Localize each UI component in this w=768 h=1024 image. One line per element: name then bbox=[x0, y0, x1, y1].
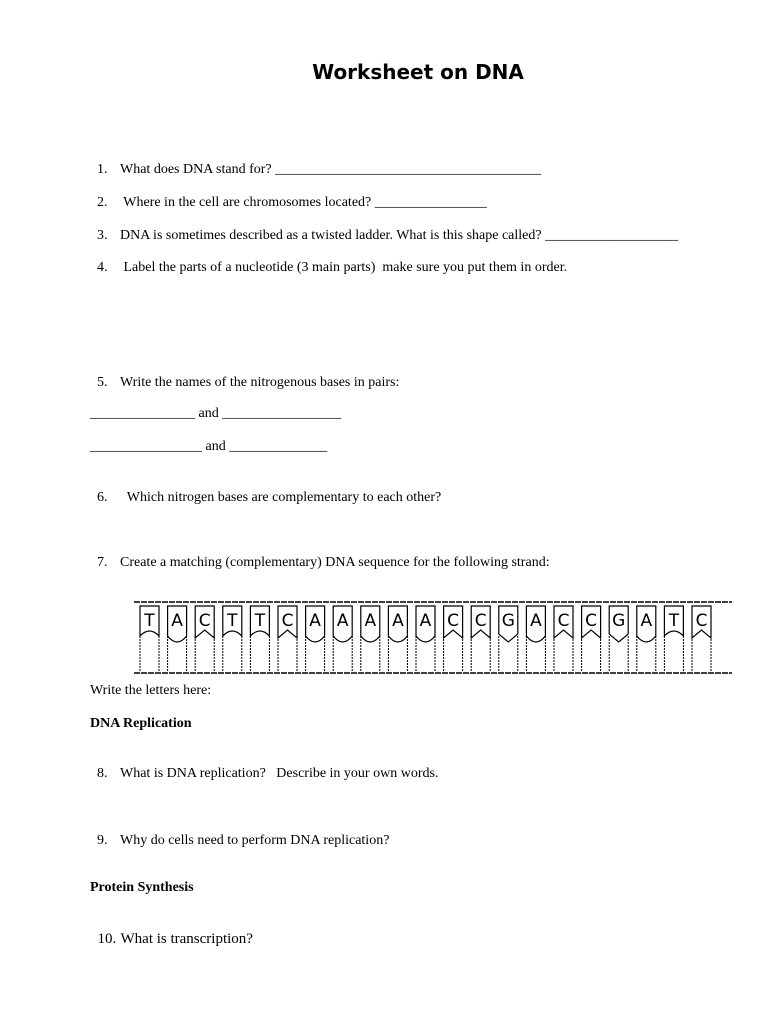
question-number: 5. bbox=[97, 375, 108, 390]
question-text: What is DNA replication? Describe in your own words. bbox=[120, 766, 439, 781]
dna-strand-figure bbox=[134, 598, 734, 678]
base-letter: C bbox=[557, 611, 570, 631]
base-letter: G bbox=[501, 611, 515, 631]
question-number: 6. bbox=[97, 490, 108, 505]
question-1 bbox=[90, 143, 541, 179]
question-text: Which nitrogen bases are complementary to each other? bbox=[120, 490, 442, 505]
base-letter: T bbox=[227, 611, 238, 631]
question-10 bbox=[90, 912, 253, 948]
question-8 bbox=[90, 747, 438, 783]
section-heading-replication: DNA Replication bbox=[90, 716, 192, 731]
question-number: 4. bbox=[97, 260, 108, 275]
base-letter: A bbox=[171, 611, 183, 631]
question-number: 8. bbox=[97, 766, 108, 781]
question-number: 2. bbox=[97, 195, 108, 210]
question-text: Label the parts of a nucleotide (3 main parts) make sure you put them in order. bbox=[120, 260, 568, 275]
question-9 bbox=[90, 814, 389, 850]
base-letter: A bbox=[336, 611, 349, 631]
base-letter: C bbox=[447, 611, 460, 631]
base-letter: C bbox=[585, 611, 598, 631]
question-number: 9. bbox=[97, 833, 108, 848]
base-letter: C bbox=[281, 611, 294, 631]
question-number: 3. bbox=[97, 228, 108, 243]
base-letter: T bbox=[144, 611, 155, 631]
question-text: What is transcription? bbox=[120, 931, 253, 947]
base-letter: T bbox=[254, 611, 266, 631]
base-letter: C bbox=[474, 611, 487, 631]
page-title: Worksheet on DNA bbox=[312, 60, 524, 84]
pair-answer-1: _______________ and _________________ bbox=[90, 406, 342, 421]
question-text: Where in the cell are chromosomes located? ________________ bbox=[120, 195, 487, 210]
question-text: What does DNA stand for? ______________________________________ bbox=[120, 162, 542, 177]
question-number: 1. bbox=[97, 162, 108, 177]
base-letter: G bbox=[612, 611, 626, 631]
question-4 bbox=[90, 241, 567, 277]
pair-answer-2: ________________ and ______________ bbox=[90, 439, 328, 454]
question-5 bbox=[90, 356, 399, 392]
question-text: Why do cells need to perform DNA replication? bbox=[120, 833, 390, 848]
base-letter: A bbox=[309, 611, 321, 631]
section-heading-protein: Protein Synthesis bbox=[90, 880, 194, 895]
base-letter: T bbox=[668, 611, 680, 631]
base-letter: A bbox=[364, 611, 377, 631]
question-number: 7. bbox=[97, 555, 108, 570]
write-letters-label: Write the letters here: bbox=[90, 683, 212, 698]
base-letter: A bbox=[419, 611, 432, 631]
question-text: Create a matching (complementary) DNA sequence for the following strand: bbox=[120, 555, 550, 570]
base-letter: C bbox=[695, 611, 708, 631]
question-7 bbox=[90, 536, 550, 572]
base-letter: A bbox=[640, 611, 653, 631]
question-3 bbox=[90, 209, 678, 245]
base-letter: A bbox=[530, 611, 542, 631]
base-letter: C bbox=[198, 611, 211, 631]
question-text: DNA is sometimes described as a twisted ladder. What is this shape called? ___________________ bbox=[120, 228, 679, 243]
question-2 bbox=[90, 176, 487, 212]
base-letter: A bbox=[392, 611, 404, 631]
question-6 bbox=[90, 471, 441, 507]
question-text: Write the names of the nitrogenous bases in pairs: bbox=[120, 375, 400, 390]
question-number: 10. bbox=[97, 931, 117, 947]
